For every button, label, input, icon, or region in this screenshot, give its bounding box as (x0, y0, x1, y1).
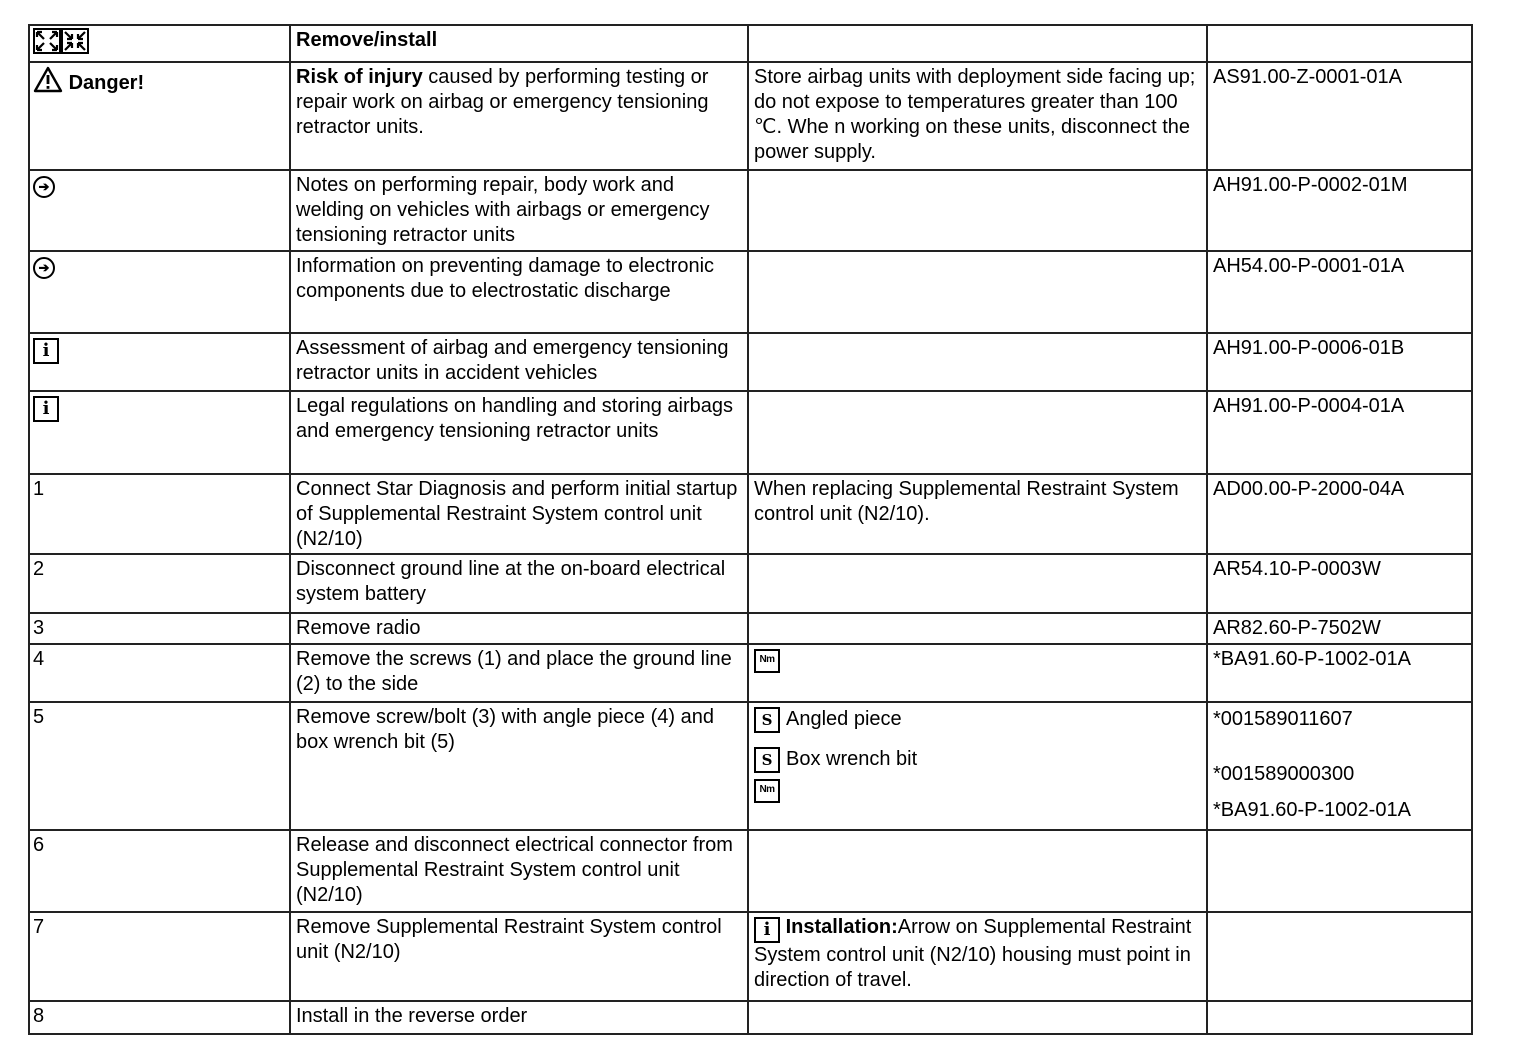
step-ref (1207, 912, 1472, 1001)
step-number: 5 (29, 702, 290, 830)
step-note: When replacing Supplemental Restraint System control unit (N2/10). (748, 474, 1207, 554)
step-number: 8 (29, 1001, 290, 1034)
table-row (29, 613, 1472, 644)
four-arrows-icon (33, 28, 61, 54)
step-tools-cell (748, 702, 1207, 830)
special-tool-icon[interactable]: S (754, 707, 780, 733)
table-row (29, 554, 1472, 613)
warning-triangle-icon (33, 72, 63, 94)
torque-nm-icon[interactable]: Nm (754, 649, 780, 673)
four-arrows-icon (61, 28, 89, 54)
step-ref: AR82.60-P-7502W (1207, 613, 1472, 644)
circle-arrow-icon: ➔ (33, 257, 55, 279)
step-ref (1207, 830, 1472, 912)
danger-ref: AS91.00-Z-0001-01A (1207, 62, 1472, 170)
note-ref: AH91.00-P-0006-01B (1207, 333, 1472, 391)
table-row (29, 912, 1472, 1001)
table-row (29, 830, 1472, 912)
danger-label: Danger! (68, 72, 145, 94)
danger-cell (29, 62, 290, 170)
table-row (29, 1001, 1472, 1034)
table-row (29, 62, 1472, 170)
danger-bold-text: Risk of injury (296, 66, 423, 88)
step-number: 6 (29, 830, 290, 912)
step-ref: AD00.00-P-2000-04A (1207, 474, 1472, 554)
table-row (29, 251, 1472, 333)
note-text: Legal regulations on handling and storing airbags and emergency tensioning retractor units (290, 391, 748, 474)
step-number: 3 (29, 613, 290, 644)
note-text: Information on preventing damage to electronic components due to electrostatic discharge (290, 251, 748, 333)
table-row (29, 391, 1472, 474)
step-text: Remove screw/bolt (3) with angle piece (4) and box wrench bit (5) (290, 702, 748, 830)
note-text: Notes on performing repair, body work and welding on vehicles with airbags or emergency tensioning retractor units (290, 170, 748, 251)
tool-ref: *001589011607 (1213, 708, 1353, 730)
tool-label: Angled piece (786, 707, 902, 730)
step-text: Connect Star Diagnosis and perform initial startup of Supplemental Restraint System control unit (N2/10) (290, 474, 748, 554)
tool-line (754, 705, 1201, 733)
note-icon-cell (29, 333, 290, 391)
note-ref: AH91.00-P-0002-01M (1207, 170, 1472, 251)
tool-ref: *001589000300 (1213, 763, 1355, 785)
installation-note: Arrow on Supplemental Restraint System control unit (N2/10) housing must point in direction of travel. (754, 916, 1192, 991)
note-icon-cell (29, 251, 290, 333)
header-notes-cell (748, 25, 1207, 62)
table-row (29, 25, 1472, 62)
danger-text: caused by performing testing or repair work on airbag or emergency tensioning retractor units. (296, 66, 709, 138)
note-ref: AH54.00-P-0001-01A (1207, 251, 1472, 333)
step-refs-cell (1207, 702, 1472, 830)
step-note (748, 1001, 1207, 1034)
note-empty (748, 170, 1207, 251)
procedure-table (28, 24, 1473, 1035)
note-empty (748, 391, 1207, 474)
torque-nm-icon[interactable]: Nm (754, 779, 780, 803)
danger-note: Store airbag units with deployment side facing up; do not expose to temperatures greater than 100 ℃. Whe n working on these units, disconnect the power supply. (748, 62, 1207, 170)
step-note (748, 554, 1207, 613)
circle-arrow-icon: ➔ (33, 176, 55, 198)
tool-label: Box wrench bit (786, 747, 918, 770)
step-note (748, 830, 1207, 912)
step-text: Remove radio (290, 613, 748, 644)
info-icon: i (754, 917, 780, 943)
table-row (29, 333, 1472, 391)
step-number: 1 (29, 474, 290, 554)
step-note-cell (748, 912, 1207, 1001)
step-number: 2 (29, 554, 290, 613)
step-note (748, 613, 1207, 644)
header-title: Remove/install (290, 25, 748, 62)
note-icon-cell (29, 391, 290, 474)
step-text: Disconnect ground line at the on-board electrical system battery (290, 554, 748, 613)
step-text: Remove Supplemental Restraint System control unit (N2/10) (290, 912, 748, 1001)
table-row (29, 474, 1472, 554)
note-icon-cell (29, 170, 290, 251)
step-number: 7 (29, 912, 290, 1001)
table-row (29, 644, 1472, 702)
torque-ref: *BA91.60-P-1002-01A (1213, 799, 1411, 821)
step-text: Install in the reverse order (290, 1001, 748, 1034)
info-icon: i (33, 338, 59, 364)
step-ref: AR54.10-P-0003W (1207, 554, 1472, 613)
danger-text-cell (290, 62, 748, 170)
step-ref (1207, 1001, 1472, 1034)
installation-label: Installation: (785, 916, 898, 938)
note-text: Assessment of airbag and emergency tensioning retractor units in accident vehicles (290, 333, 748, 391)
special-tool-icon[interactable]: S (754, 747, 780, 773)
header-ref-cell (1207, 25, 1472, 62)
info-icon: i (33, 396, 59, 422)
table-row (29, 702, 1472, 830)
note-empty (748, 251, 1207, 333)
tool-line (754, 745, 1201, 773)
procedure-sheet (28, 24, 1471, 1034)
note-ref: AH91.00-P-0004-01A (1207, 391, 1472, 474)
header-icons-cell (29, 25, 290, 62)
step-text: Release and disconnect electrical connector from Supplemental Restraint System control unit (N2/10) (290, 830, 748, 912)
step-note-cell (748, 644, 1207, 702)
step-ref: *BA91.60-P-1002-01A (1207, 644, 1472, 702)
step-text: Remove the screws (1) and place the ground line (2) to the side (290, 644, 748, 702)
step-number: 4 (29, 644, 290, 702)
table-row (29, 170, 1472, 251)
note-empty (748, 333, 1207, 391)
